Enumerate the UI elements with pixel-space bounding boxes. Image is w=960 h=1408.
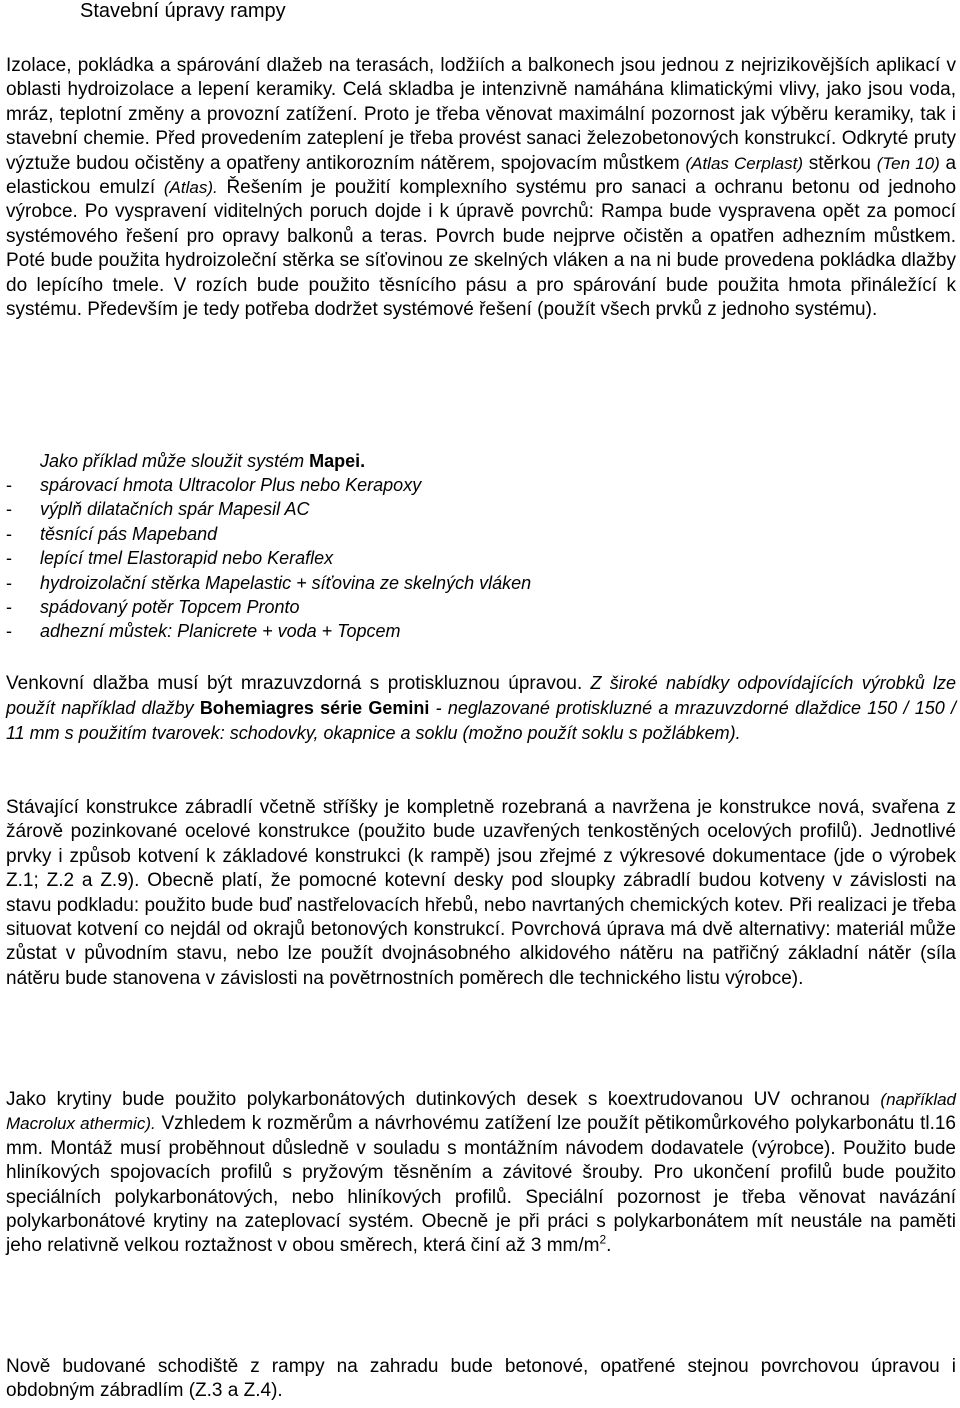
list-dash: - bbox=[6, 621, 12, 642]
p1-sterkou: stěrkou bbox=[808, 152, 871, 174]
p5-rest: Vzhledem k rozměrům a návrhovému zatížení lze použít pětikomůrkového polykarbonátu tl.16 mm. Montáž musí proběhnout důsledně v souladu s montážním návodem dodavatele (výrobce). Použito bude hliníkových spojovacích profilů s pryžovým těsněním a závitové šrouby. Pro ukončení profilů bude použito speciálních polykarbonátových, nebo hliníkových profilů. Speciální pozornost je třeba věnovat navázání polykarbonátové krytiny na zateplovací systém. Obecně je při práci s polykarbonátem mít neustále na paměti jeho relativně velkou roztažnost v obou směrech, která činí až 3 mm/m bbox=[6, 1113, 956, 1257]
list-dash: - bbox=[6, 572, 12, 593]
list-dash: - bbox=[6, 596, 12, 617]
example-intro bbox=[40, 449, 365, 473]
paragraph-intro bbox=[6, 54, 956, 322]
list-item-text: spárovací hmota Ultracolor Plus nebo Kerapoxy bbox=[40, 475, 422, 495]
list-item-text: hydroizolační stěrka Mapelastic + síťovina ze skelných vláken bbox=[40, 572, 532, 593]
p1-atlas: (Atlas). bbox=[163, 178, 218, 198]
p5-start: Jako krytiny bude použito polykarbonátových dutinkových desek s koextrudovanou UV ochranou bbox=[6, 1089, 870, 1110]
page-title: Stavební úpravy rampy bbox=[80, 0, 286, 22]
list-dash: - bbox=[6, 523, 12, 544]
p5-end: . bbox=[606, 1235, 612, 1257]
p1-elastic: a elastickou emulzí bbox=[6, 152, 957, 199]
paragraph-stairs: Nově budované schodiště z rampy na zahradu bude betonové, opatřené stejnou povrchovou úpravou i obdobným zábradlím (Z.3 a Z.4). bbox=[6, 1356, 956, 1402]
paragraph-railing: Stávající konstrukce zábradlí včetně stříšky je kompletně rozebraná a navržena je konstrukce nová, svařena z žárově pozinkované ocelové konstrukce (použito bude uzavřených tenkostěných ocelových profilů). Jednotlivé prvky i způsob kotvení k základové konstrukci (k rampě) jsou zřejmé z výkresové dokumentace (jde o výrobek Z.1; Z.2 a Z.9). Obecně platí, že pomocné kotevní desky pod sloupky zábradlí budou kotveny v závislosti na stavu podkladu: použito bude buď nastřelovacích hřebů, nebo navrtaných chemických kotev. Při realizaci je třeba situovat kotvení co nejdál od okrajů betonových konstrukcí. Povrchová úprava má dvě alternativy: materiál může zůstat v původním stavu, nebo lze použít dvojnásobného alkidového nátěru na patřičný základní nátěr (síla nátěru bude stanovena v závislosti na povětrnostních poměrech dle technického listu výrobce). bbox=[6, 797, 956, 989]
p1-rest: Řešením je použití komplexního systému pro sanaci a ochranu betonu od jednoho výrobce. Po vyspravení viditelných poruch dojde i k úpravě povrchů: Rampa bude vyspravena opět za pomocí systémového řešení pro opravy balkonů a teras. Povrch bude nejprve očistěn a opatřen adhezním můstkem. Poté bude použita hydroizoleční stěrka se síťovinou ze skelných vláken a na ni bude provedena pokládka dlažby do lepícího tmele. V rozích bude použito těsnícího pásu a pro spárování bude použita hmota přináležící k systému. Především je tedy potřeba dodržet systémové řešení (použít všech prvků z jednoho systému). bbox=[6, 177, 957, 321]
list-item-text: spádovaný potěr Topcem Pronto bbox=[40, 596, 300, 617]
p1-ten10: (Ten 10) bbox=[876, 153, 940, 173]
p3-italic2: - neglazované protiskluzné a mrazuvzdorné dlaždice 150 / 150 / 11 mm s použitím tvarovek: schodovky, okapnice a soklu (možno použít soklu s požlábkem). bbox=[6, 698, 956, 743]
example-intro-text: Jako příklad může sloužit systém bbox=[40, 451, 305, 471]
p1-atlas-cerplast: (Atlas Cerplast) bbox=[685, 153, 803, 173]
list-item-text: výplň dilatačních spár Mapesil AC bbox=[40, 499, 310, 520]
list-item-text: adhezní můstek: Planicrete + voda + Topcem bbox=[40, 621, 401, 642]
p3-italic1: Z široké nabídky odpovídajících výrobků lze použít například dlažby bbox=[6, 673, 956, 719]
list-dash: - bbox=[6, 499, 12, 520]
example-brand: Mapei. bbox=[309, 451, 366, 471]
list-item-text: těsnící pás Mapeband bbox=[40, 523, 218, 544]
paragraph-roofing bbox=[6, 1088, 956, 1259]
paragraph-tiles bbox=[6, 671, 956, 745]
list-item-text: lepící tmel Elastorapid nebo Keraflex bbox=[40, 548, 334, 569]
p3-start: Venkovní dlažba musí být mrazuvzdorná s protiskluznou úpravou. bbox=[6, 673, 583, 694]
list-dash: - bbox=[6, 475, 12, 495]
p1-text: Izolace, pokládka a spárování dlažeb na terasách, lodžiích a balkonech jsou jednou z nejrizikovějších aplikací v oblasti hydroizolace a lepení keramiky. Celá skladba je intenzivně namáhána klimatickými vlivy, jako jsou voda, mráz, teplotní změny a provozní zatížení. Proto je třeba věnovat maximální pozornost jak výběru keramiky, tak i stavební chemie. Před provedením zateplení je třeba provést sanaci železobetonových konstrukcí. Odkryté pruty výztuže budou očistěny a opatřeny antikorozním nátěrem, spojovacím můstkem bbox=[6, 55, 956, 174]
list-dash: - bbox=[6, 548, 12, 569]
p5-italic: (například Macrolux athermic). bbox=[6, 1090, 957, 1134]
p5-sup: 2 bbox=[599, 1233, 607, 1248]
p3-bold: Bohemiagres série Gemini bbox=[199, 698, 430, 719]
